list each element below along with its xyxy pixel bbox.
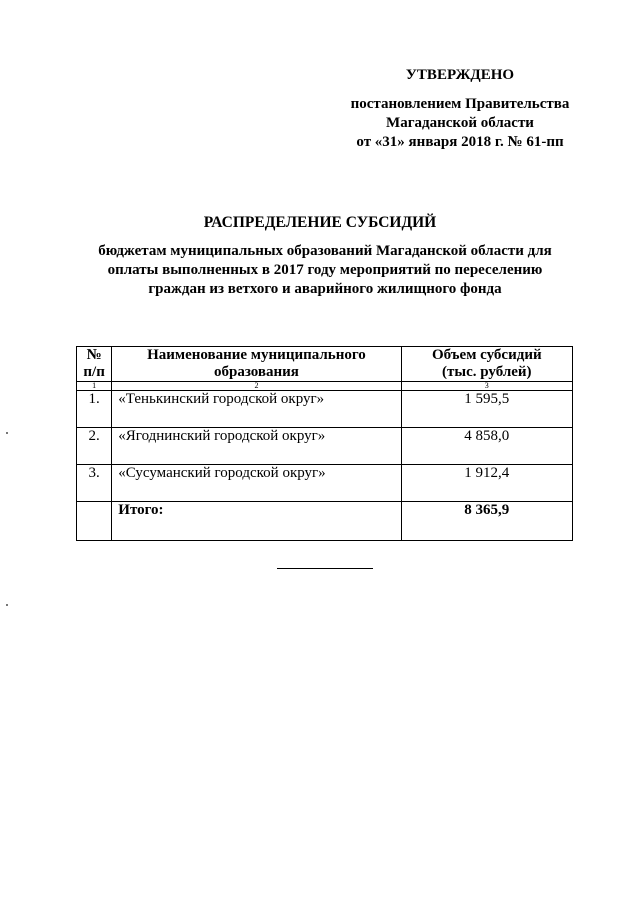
document-subtitle bbox=[80, 242, 570, 299]
column-index: 1 bbox=[77, 382, 112, 391]
table-row bbox=[77, 465, 573, 502]
row-number: 1. bbox=[77, 391, 112, 428]
subtitle-line: бюджетам муниципальных образований Магаданской области для bbox=[98, 243, 552, 259]
total-number bbox=[77, 502, 112, 541]
header-amount: Объем субсидий (тыс. рублей) bbox=[401, 347, 572, 382]
approval-stamp bbox=[340, 66, 580, 152]
subsidy-table bbox=[76, 346, 573, 541]
table-header-row bbox=[77, 347, 573, 382]
total-row bbox=[77, 502, 573, 541]
scan-mark bbox=[6, 604, 8, 606]
row-number: 2. bbox=[77, 428, 112, 465]
row-name: «Ягоднинский городской округ» bbox=[112, 428, 401, 465]
table-row bbox=[77, 391, 573, 428]
total-label: Итого: bbox=[112, 502, 401, 541]
approval-heading: УТВЕРЖДЕНО bbox=[405, 67, 515, 83]
row-amount: 4 858,0 bbox=[401, 428, 572, 465]
row-amount: 1 912,4 bbox=[401, 465, 572, 502]
row-name: «Тенькинский городской округ» bbox=[112, 391, 401, 428]
subtitle-line: оплаты выполненных в 2017 году мероприятий по переселению bbox=[107, 262, 543, 278]
header-name: Наименование муниципального образования bbox=[112, 347, 401, 382]
header-number: № п/п bbox=[77, 347, 112, 382]
approval-line: от «31» января 2018 г. № 61-пп bbox=[356, 134, 564, 150]
table-row bbox=[77, 428, 573, 465]
row-name: «Сусуманский городской округ» bbox=[112, 465, 401, 502]
approval-line: постановлением Правительства bbox=[350, 96, 570, 112]
row-number: 3. bbox=[77, 465, 112, 502]
column-index: 3 bbox=[401, 382, 572, 391]
column-index-row bbox=[77, 382, 573, 391]
total-amount: 8 365,9 bbox=[401, 502, 572, 541]
closing-rule bbox=[277, 568, 373, 569]
document-title: РАСПРЕДЕЛЕНИЕ СУБСИДИЙ bbox=[203, 214, 437, 231]
scan-mark bbox=[6, 432, 8, 434]
approval-line: Магаданской области bbox=[386, 115, 534, 131]
row-amount: 1 595,5 bbox=[401, 391, 572, 428]
column-index: 2 bbox=[112, 382, 401, 391]
subtitle-line: граждан из ветхого и аварийного жилищного фонда bbox=[148, 281, 502, 297]
